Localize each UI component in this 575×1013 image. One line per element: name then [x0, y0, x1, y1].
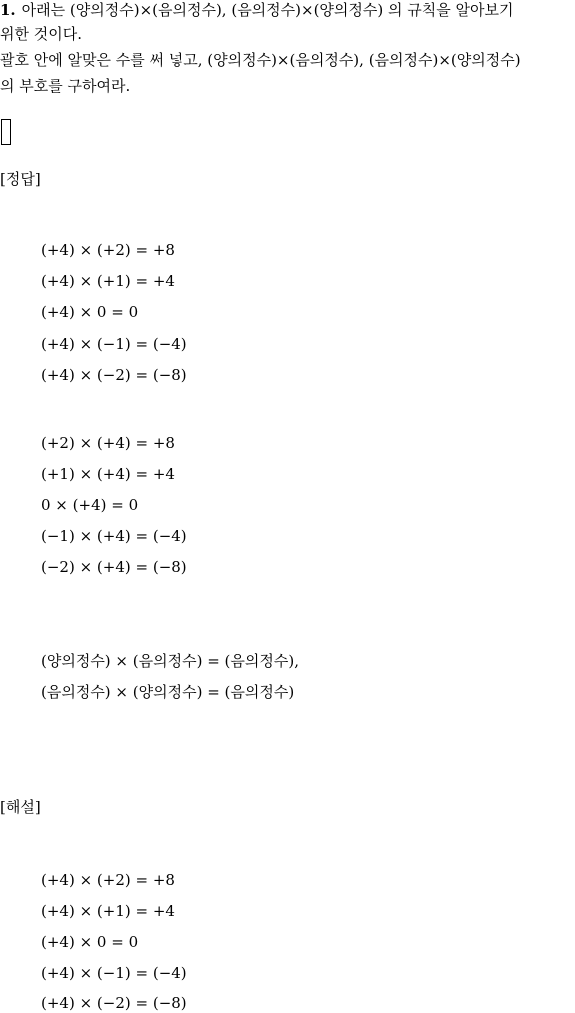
question-text-3: 괄호 안에 알맞은 수를 써 넣고, (양의정수)×(음의정수), (음의정수)×(양의정수) [0, 51, 521, 69]
question-text-2: 위한 것이다. [0, 25, 82, 43]
answer-equation: (+4) × (−2) = (−8) [41, 366, 187, 384]
explanation-equation: (+4) × (−2) = (−8) [41, 994, 187, 1012]
question-text-1: 아래는 (양의정수)×(음의정수), (음의정수)×(양의정수) 의 규칙을 알아보기 [21, 1, 514, 19]
answer-equation: (+4) × (+1) = +4 [41, 272, 175, 290]
explanation-equation: (+4) × 0 = 0 [41, 933, 139, 951]
answer-equation: (+4) × (−1) = (−4) [41, 335, 187, 353]
question-number: 1. [0, 1, 16, 19]
answer-equation: (+1) × (+4) = +4 [41, 465, 175, 483]
answer-equation: (−2) × (+4) = (−8) [41, 558, 187, 576]
answer-equation: (−1) × (+4) = (−4) [41, 527, 187, 545]
answer-box[interactable] [1, 119, 11, 145]
answer-rule: (음의정수) × (양의정수) = (음의정수) [41, 683, 295, 701]
answer-equation: (+4) × 0 = 0 [41, 303, 139, 321]
answer-label: [정답] [0, 170, 41, 188]
answer-equation: (+2) × (+4) = +8 [41, 434, 175, 452]
answer-equation: 0 × (+4) = 0 [41, 496, 139, 514]
explanation-equation: (+4) × (−1) = (−4) [41, 964, 187, 982]
explanation-equation: (+4) × (+2) = +8 [41, 871, 175, 889]
answer-rule: (양의정수) × (음의정수) = (음의정수), [41, 652, 299, 670]
question-text-4: 의 부호를 구하여라. [0, 77, 131, 95]
explanation-equation: (+4) × (+1) = +4 [41, 902, 175, 920]
explanation-label: [해설] [0, 798, 41, 816]
answer-equation: (+4) × (+2) = +8 [41, 241, 175, 259]
question-line-1 [0, 0, 513, 20]
